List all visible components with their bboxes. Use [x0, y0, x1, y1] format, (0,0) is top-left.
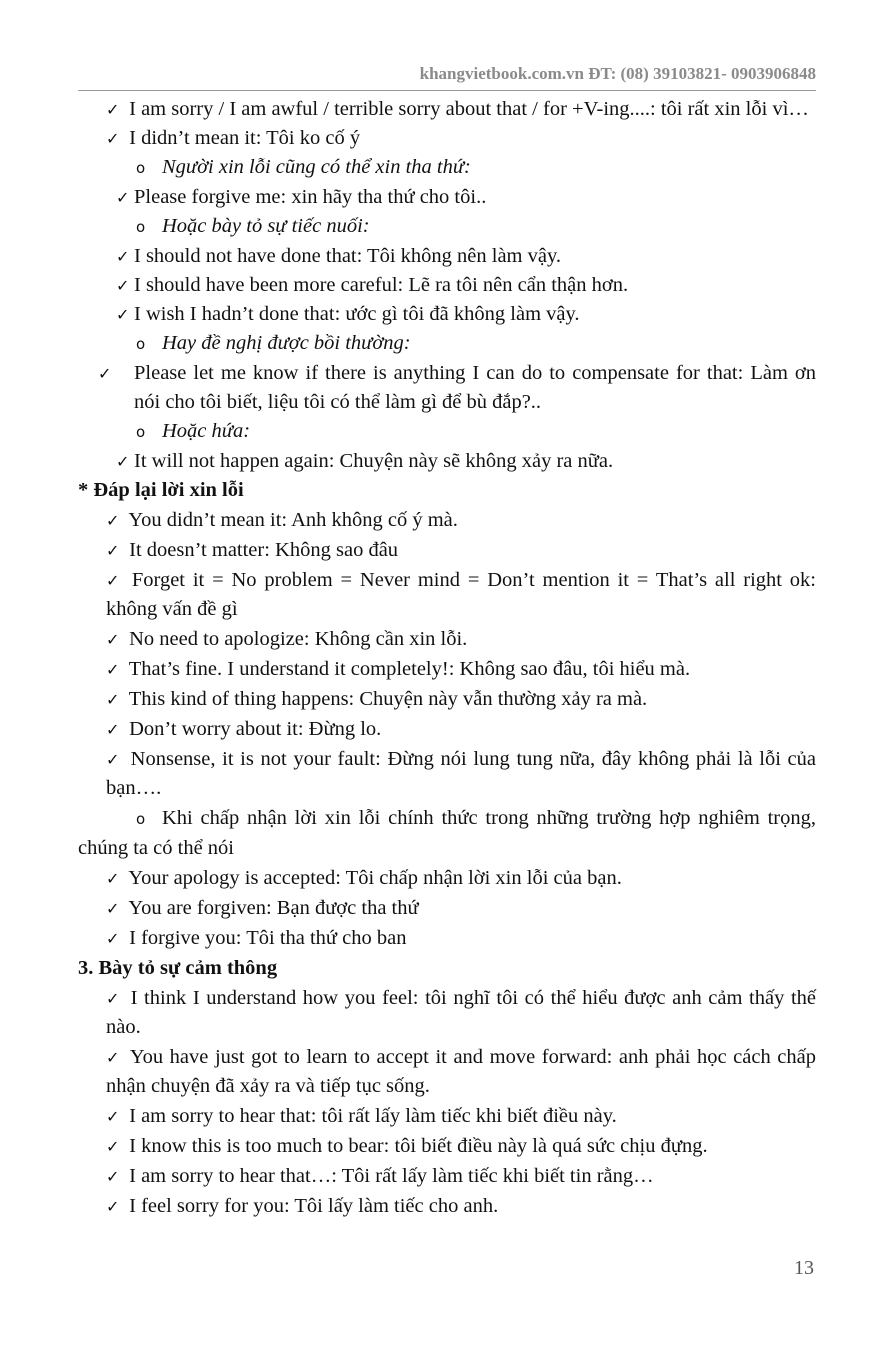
list-item: ✓ I didn’t mean it: Tôi ko cố ý [78, 124, 816, 153]
check-icon: ✓ [106, 1048, 120, 1067]
list-item: ✓ It doesn’t matter: Không sao đâu [78, 536, 816, 565]
check-icon: ✓ [106, 1167, 120, 1186]
circle-bullet-icon: o [136, 810, 146, 828]
check-icon: ✓ [116, 305, 130, 324]
check-icon: ✓ [106, 571, 120, 590]
list-item: ✓ I should not have done that: Tôi không nên làm vậy. [78, 242, 816, 271]
list-item: ✓ That’s fine. I understand it completely!: Không sao đâu, tôi hiểu mà. [78, 655, 816, 684]
list-item: ✓ Please let me know if there is anything I can do to compensate for that: Làm ơn nói cho tôi biết, liệu tôi có thể làm gì để bù đắp?.. [78, 359, 816, 417]
list-item: ✓ No need to apologize: Không cần xin lỗi. [78, 625, 816, 654]
list-item: ✓ Forget it = No problem = Never mind = Don’t mention it = That’s all right ok: không vấn đề gì [78, 566, 816, 624]
list-item: ✓ Don’t worry about it: Đừng lo. [78, 715, 816, 744]
list-item: ✓ I am sorry to hear that: tôi rất lấy làm tiếc khi biết điều này. [78, 1102, 816, 1131]
list-item: ✓ It will not happen again: Chuyện này sẽ không xảy ra nữa. [78, 447, 816, 476]
circle-bullet-icon: o [136, 218, 146, 236]
check-icon: ✓ [106, 660, 120, 679]
check-icon: ✓ [116, 188, 130, 207]
check-icon: ✓ [98, 364, 112, 383]
check-icon: ✓ [116, 276, 130, 295]
sub-item: o Người xin lỗi cũng có thể xin tha thứ: [78, 153, 816, 183]
list-item: ✓ I wish I hadn’t done that: ước gì tôi đã không làm vậy. [78, 300, 816, 329]
check-icon: ✓ [106, 690, 120, 709]
header-divider [78, 90, 816, 91]
check-icon: ✓ [106, 720, 120, 739]
list-item: ✓ Nonsense, it is not your fault: Đừng nói lung tung nữa, đây không phải là lỗi của bạn…. [78, 745, 816, 803]
section-heading: * Đáp lại lời xin lỗi [78, 479, 244, 501]
check-icon: ✓ [116, 247, 130, 266]
list-item: ✓ You didn’t mean it: Anh không cố ý mà. [78, 506, 816, 535]
list-item: ✓ Your apology is accepted: Tôi chấp nhận lời xin lỗi của bạn. [78, 864, 816, 893]
check-icon: ✓ [106, 1107, 120, 1126]
sub-item: o Hoặc bày tỏ sự tiếc nuối: [78, 212, 816, 242]
list-item: ✓ I am sorry to hear that…: Tôi rất lấy làm tiếc khi biết tin rằng… [78, 1162, 816, 1191]
circle-bullet-icon: o [136, 159, 146, 177]
check-icon: ✓ [106, 929, 120, 948]
check-icon: ✓ [106, 899, 120, 918]
check-icon: ✓ [106, 1197, 120, 1216]
section-heading: 3. Bày tỏ sự cảm thông [78, 957, 278, 979]
check-icon: ✓ [106, 989, 120, 1008]
sub-item: o Hay đề nghị được bồi thường: [78, 329, 816, 359]
circle-bullet-icon: o [136, 423, 146, 441]
page-number: 13 [794, 1257, 814, 1279]
check-icon: ✓ [116, 452, 130, 471]
page-body [78, 95, 816, 1221]
check-icon: ✓ [106, 100, 120, 119]
check-icon: ✓ [106, 1137, 120, 1156]
check-icon: ✓ [106, 750, 120, 769]
note-item: o Khi chấp nhận lời xin lỗi chính thức trong những trường hợp nghiêm trọng, chúng ta có thể nói [78, 807, 816, 859]
circle-bullet-icon: o [136, 335, 146, 353]
check-icon: ✓ [106, 541, 120, 560]
list-item: ✓ You have just got to learn to accept it and move forward: anh phải học cách chấp nhận chuyện đã xảy ra và tiếp tục sống. [78, 1043, 816, 1101]
list-item: ✓ Please forgive me: xin hãy tha thứ cho tôi.. [78, 183, 816, 212]
check-icon: ✓ [106, 511, 120, 530]
list-item: ✓ I am sorry / I am awful / terrible sorry about that / for +V-ing....: tôi rất xin lỗi vì… [78, 95, 816, 124]
sub-item: o Hoặc hứa: [78, 417, 816, 447]
check-icon: ✓ [106, 869, 120, 888]
list-item: ✓ I should have been more careful: Lẽ ra tôi nên cẩn thận hơn. [78, 271, 816, 300]
check-icon: ✓ [106, 630, 120, 649]
list-item: ✓ I know this is too much to bear: tôi biết điều này là quá sức chịu đựng. [78, 1132, 816, 1161]
list-item: ✓ This kind of thing happens: Chuyện này vẫn thường xảy ra mà. [78, 685, 816, 714]
list-item: ✓ You are forgiven: Bạn được tha thứ [78, 894, 816, 923]
page-header: khangvietbook.com.vn ĐT: (08) 39103821- 0903906848 [419, 64, 816, 83]
list-item: ✓ I think I understand how you feel: tôi nghĩ tôi có thể hiểu được anh cảm thấy thế nào. [78, 984, 816, 1042]
list-item: ✓ I feel sorry for you: Tôi lấy làm tiếc cho anh. [78, 1192, 816, 1221]
list-item: ✓ I forgive you: Tôi tha thứ cho ban [78, 924, 816, 953]
check-icon: ✓ [106, 129, 120, 148]
